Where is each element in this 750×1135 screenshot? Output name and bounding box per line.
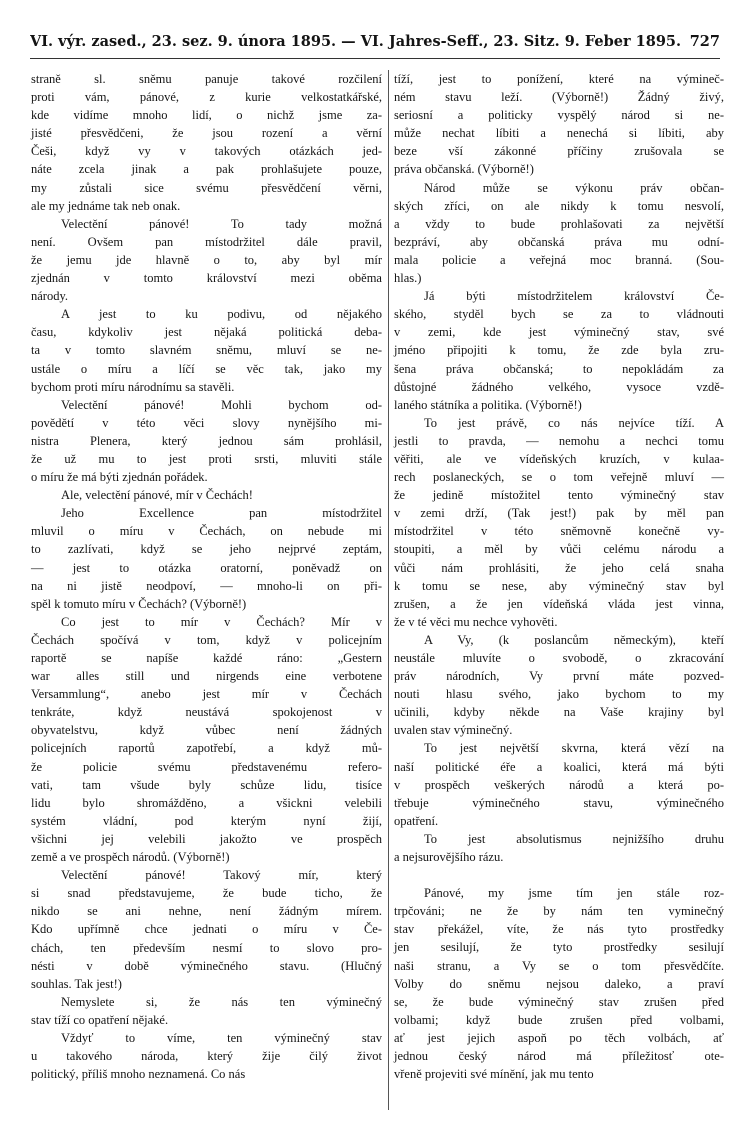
text-line: policejních raportů zapotřebí, a když mů- <box>31 741 382 756</box>
text-line: To jest právě, co nás nejvíce tíží. A <box>424 415 724 430</box>
text-line: země a ve prospěch národů. (Výborně!) <box>31 850 230 865</box>
text-line: ať jest jejich aspoň po těch volbách, ať <box>394 1030 724 1045</box>
text-line: to zazlívati, když se jeho nejprvé zeptám, <box>31 542 382 557</box>
text-line: my zůstali sice svému přesvědčení věrni, <box>31 180 382 195</box>
text-line: stav tíží co opatření nějaké. <box>31 1012 169 1027</box>
text-line: obyvatelstvu, když vůbec není žádných <box>31 723 382 738</box>
text-line: ustále o míru a líčí se věc tak, jako my <box>31 361 382 376</box>
paragraph-gap <box>394 866 724 884</box>
page-number: 727 <box>689 33 720 50</box>
text-line: Já býti místodržitelem království Če- <box>424 289 724 304</box>
text-line: Nemyslete si, že nás ten výminečný <box>61 994 382 1009</box>
text-line: u takového národa, který žije čilý život <box>31 1049 382 1064</box>
text-line: ských zříci, on ale nikdy k tomu nesvolí, <box>394 198 724 213</box>
text-line: bychom proti míru národnímu sa stavěli. <box>31 379 235 394</box>
text-line: povědětí v této věci slovy nynějšího mi- <box>31 415 382 430</box>
text-line: místodržitel v této sněmovně konečně vy- <box>394 524 724 539</box>
text-line: neustále mluvíte o svobodě, o zkracování <box>394 651 724 665</box>
running-header <box>30 33 720 57</box>
text-line: nésti v době výminečného stavu. (Hlučný <box>31 958 382 973</box>
text-line: Čechách spočívá v tom, když v policejním <box>31 632 382 647</box>
text-line: mala policie a veřejná moc branná. (Sou- <box>394 252 724 267</box>
text-line: souhlas. Tak jest!) <box>31 976 122 991</box>
left-text-column <box>31 70 382 1083</box>
text-line: že už mu to jest proti srsti, mluviti stále <box>31 451 382 466</box>
text-line: lidu bylo shromážděno, a všickni velebili <box>31 795 382 810</box>
text-line: straně sl. sněmu panuje takové rozčilení <box>31 72 382 86</box>
text-line: v prospěch veškerých národů a která po- <box>394 777 724 792</box>
text-line: A Vy, (k poslancům německým), kteří <box>424 632 724 647</box>
text-line: nikdo se ani nehne, není žádným mírem. <box>31 904 382 919</box>
text-line: naši stranu, a Vy se o tom přesvědčíte. <box>394 958 724 973</box>
text-line: k tomu se nese, aby výminečný stav byl <box>394 578 724 593</box>
text-line: ném stavu leží. (Výborně!) Žádný živý, <box>394 90 724 105</box>
text-line: tíží, jest to ponížení, které na výmineč- <box>394 72 724 86</box>
text-line: Volby do sněmu nejsou daleko, a praví <box>394 976 724 991</box>
text-line: zjednán v tomto království mezi oběma <box>31 271 382 286</box>
text-line: třebuje výminečného stavu, výminečného <box>394 795 724 810</box>
text-line: stoupiti, a měl by vůči celému národu a <box>394 542 724 557</box>
text-line: náte zcela jinak a pak prohlašujete pouze, <box>31 162 382 177</box>
text-line: jisté přesvědčeni, že jsou rození a věrní <box>31 126 382 141</box>
text-line: proti vám, pánové, z kurie velkostatkářské, <box>31 90 382 105</box>
text-line: práva občanská. (Výborně!) <box>394 162 534 177</box>
text-line: jen sesilují, že tyto prostředky sesilují <box>394 940 724 955</box>
text-line: v zemi drží, (Tak jest!) pak by měl pan <box>394 506 724 521</box>
text-line: mluvil o míru v Čechách, on nebude mi <box>31 524 382 539</box>
right-text-column <box>394 70 724 1083</box>
text-line: času, kdykoliv jest nějaká politická deba- <box>31 325 382 340</box>
text-line: že jemu jde hlavně o to, aby byl mír <box>31 252 382 267</box>
text-line: bezpráví, aby občanská práva mu odní- <box>394 234 724 249</box>
text-line: na ni jistě neodpoví, — mnoho-li on při- <box>31 578 382 593</box>
text-line: Pánové, my jsme tím jen stále roz- <box>424 886 724 901</box>
text-line: beze vší zákonné příčiny zrušovala se <box>394 144 724 159</box>
text-line: o míru že má býti zjednán pořádek. <box>31 470 208 485</box>
text-line: chách, ten především nesmí to slovo pro- <box>31 940 382 955</box>
text-line: v zemi, kde jest výminečný stav, své <box>394 325 724 340</box>
text-line: raportě se napíše každé ráno: „Gestern <box>31 651 382 665</box>
text-line: hlas.) <box>394 271 422 286</box>
text-line: Vždyť to víme, ten výminečný stav <box>61 1030 382 1045</box>
running-head-title: VI. výr. zased., 23. sez. 9. února 1895. — VI. Jahres-Seff., 23. Sitz. 9. Feber 1895. <box>30 33 682 50</box>
text-line: šena práva občanská; to nepokládám za <box>394 361 724 376</box>
text-line: ale my jednáme tak neb onak. <box>31 198 181 213</box>
text-line: jestli to pravda, — nemohu a nechci tomu <box>394 433 724 448</box>
text-line: — jest to otázka oratorní, poněvadž on <box>31 560 382 575</box>
text-line: všichni jej velebili jakožto ve prospěch <box>31 831 382 846</box>
text-line: věřiti, ale ve vídeňských kruzích, v kulaa- <box>394 451 724 466</box>
text-line: zrušen, a že jen vídeňská vláda jest vinna, <box>394 596 724 611</box>
text-line: To jest absolutismus nejnižšího druhu <box>424 831 724 846</box>
text-line: ta v tomto slavném sněmu, mluví se ne- <box>31 343 382 358</box>
text-line: spěl k tomuto míru v Čechách? (Výborně!) <box>31 596 247 611</box>
text-line: Kdo upřímně chce jednati o míru v Če- <box>31 922 382 937</box>
text-line: Jeho Excellence pan místodržitel <box>61 506 382 521</box>
text-line: stav překážel, víte, že nás tyto prostředky <box>394 922 724 937</box>
text-line: naší politické éře a koalici, která má býti <box>394 759 724 774</box>
text-line: Ale, velectění pánové, mír v Čechách! <box>61 488 253 503</box>
text-line: není. Ovšem pan místodržitel dále pravil, <box>31 234 382 249</box>
text-line: tenkráte, když neustává spokojenost v <box>31 705 382 720</box>
text-line: národy. <box>31 289 69 304</box>
text-line: nistra Plenera, který jednou sám prohlásil, <box>31 433 382 448</box>
text-line: Versammlung“, anebo jest mír v Čechách <box>31 687 382 702</box>
text-line: war alles still und nirgends eine verbotene <box>31 669 382 684</box>
text-line: důstojné žádného velkého, vysoce vzdě- <box>394 379 724 394</box>
text-line: rech poslaneckých, se o tom veřejně mluví — <box>394 470 724 485</box>
text-line: může nechat líbiti a nenechá si líbiti, aby <box>394 126 724 141</box>
text-line: že policie svému představenému refero- <box>31 759 382 774</box>
text-line: seriosní a politicky vyspělý národ si ne- <box>394 108 724 123</box>
text-line: jednou český národ má příležitosť ote- <box>394 1048 724 1063</box>
text-line: opatření. <box>394 813 439 828</box>
text-line: Velectění pánové! To tady možná <box>61 216 382 231</box>
text-line: Velectění pánové! Mohli bychom od- <box>61 397 382 412</box>
text-line: Národ může se výkonu práv občan- <box>424 180 724 195</box>
text-line: To jest největší skvrna, která vězí na <box>424 741 724 756</box>
text-line: učinili, kdyby někde na Vaše krajiny byl <box>394 705 724 720</box>
text-line: a nejsurovějšího rázu. <box>394 850 504 865</box>
text-line: trpčováni; ne že by nám ten vyminečný <box>394 904 724 919</box>
text-line: vůči nám prohlásiti, že jeho celá snaha <box>394 560 724 575</box>
text-line: že v té věci mu nechce vyhověti. <box>394 614 558 629</box>
text-line: Co jest to mír v Čechách? Mír v <box>61 614 382 629</box>
text-line: si snad představujeme, že bude ticho, že <box>31 886 382 901</box>
text-line: Češi, když vy v takových otázkách jed- <box>31 144 382 159</box>
text-line: uvalen stav výminečný. <box>394 723 513 738</box>
text-line: vati, tam všude byly schůze lidu, tisíce <box>31 777 382 792</box>
text-line: Velectění pánové! Takový mír, který <box>61 868 382 883</box>
text-line: nouti hlasu svého, jako bychom to my <box>394 687 724 702</box>
header-rule <box>30 58 720 59</box>
text-line: systém vládní, pod kterým nyní žijí, <box>31 813 382 828</box>
text-line: vřeně projeviti své mínění, jak mu tento <box>394 1067 594 1082</box>
text-line: laného státníka a politika. (Výborně!) <box>394 397 582 412</box>
text-line: kde vidíme mnoho lidí, o nichž jsme za- <box>31 108 382 123</box>
text-line: a vždy to bude prohlašovati za největší <box>394 216 724 231</box>
text-line: politický, příliš mnoho neznamená. Co nás <box>31 1067 246 1082</box>
text-line: jméno připojiti k tomu, že zde byla zru- <box>394 343 724 358</box>
text-line: volbami; když bude zrušen před volbami, <box>394 1012 724 1027</box>
text-line: práv národních, Vy první máte pozved- <box>394 669 724 684</box>
column-divider <box>388 70 389 1110</box>
text-line: se, že bude výminečný stav zrušen před <box>394 994 724 1009</box>
text-line: že jedině místožitel tento výminečný stav <box>394 488 724 503</box>
text-line: ského, styděl bych se za to vládnouti <box>394 307 724 322</box>
text-line: A jest to ku podivu, od nějakého <box>61 307 382 322</box>
